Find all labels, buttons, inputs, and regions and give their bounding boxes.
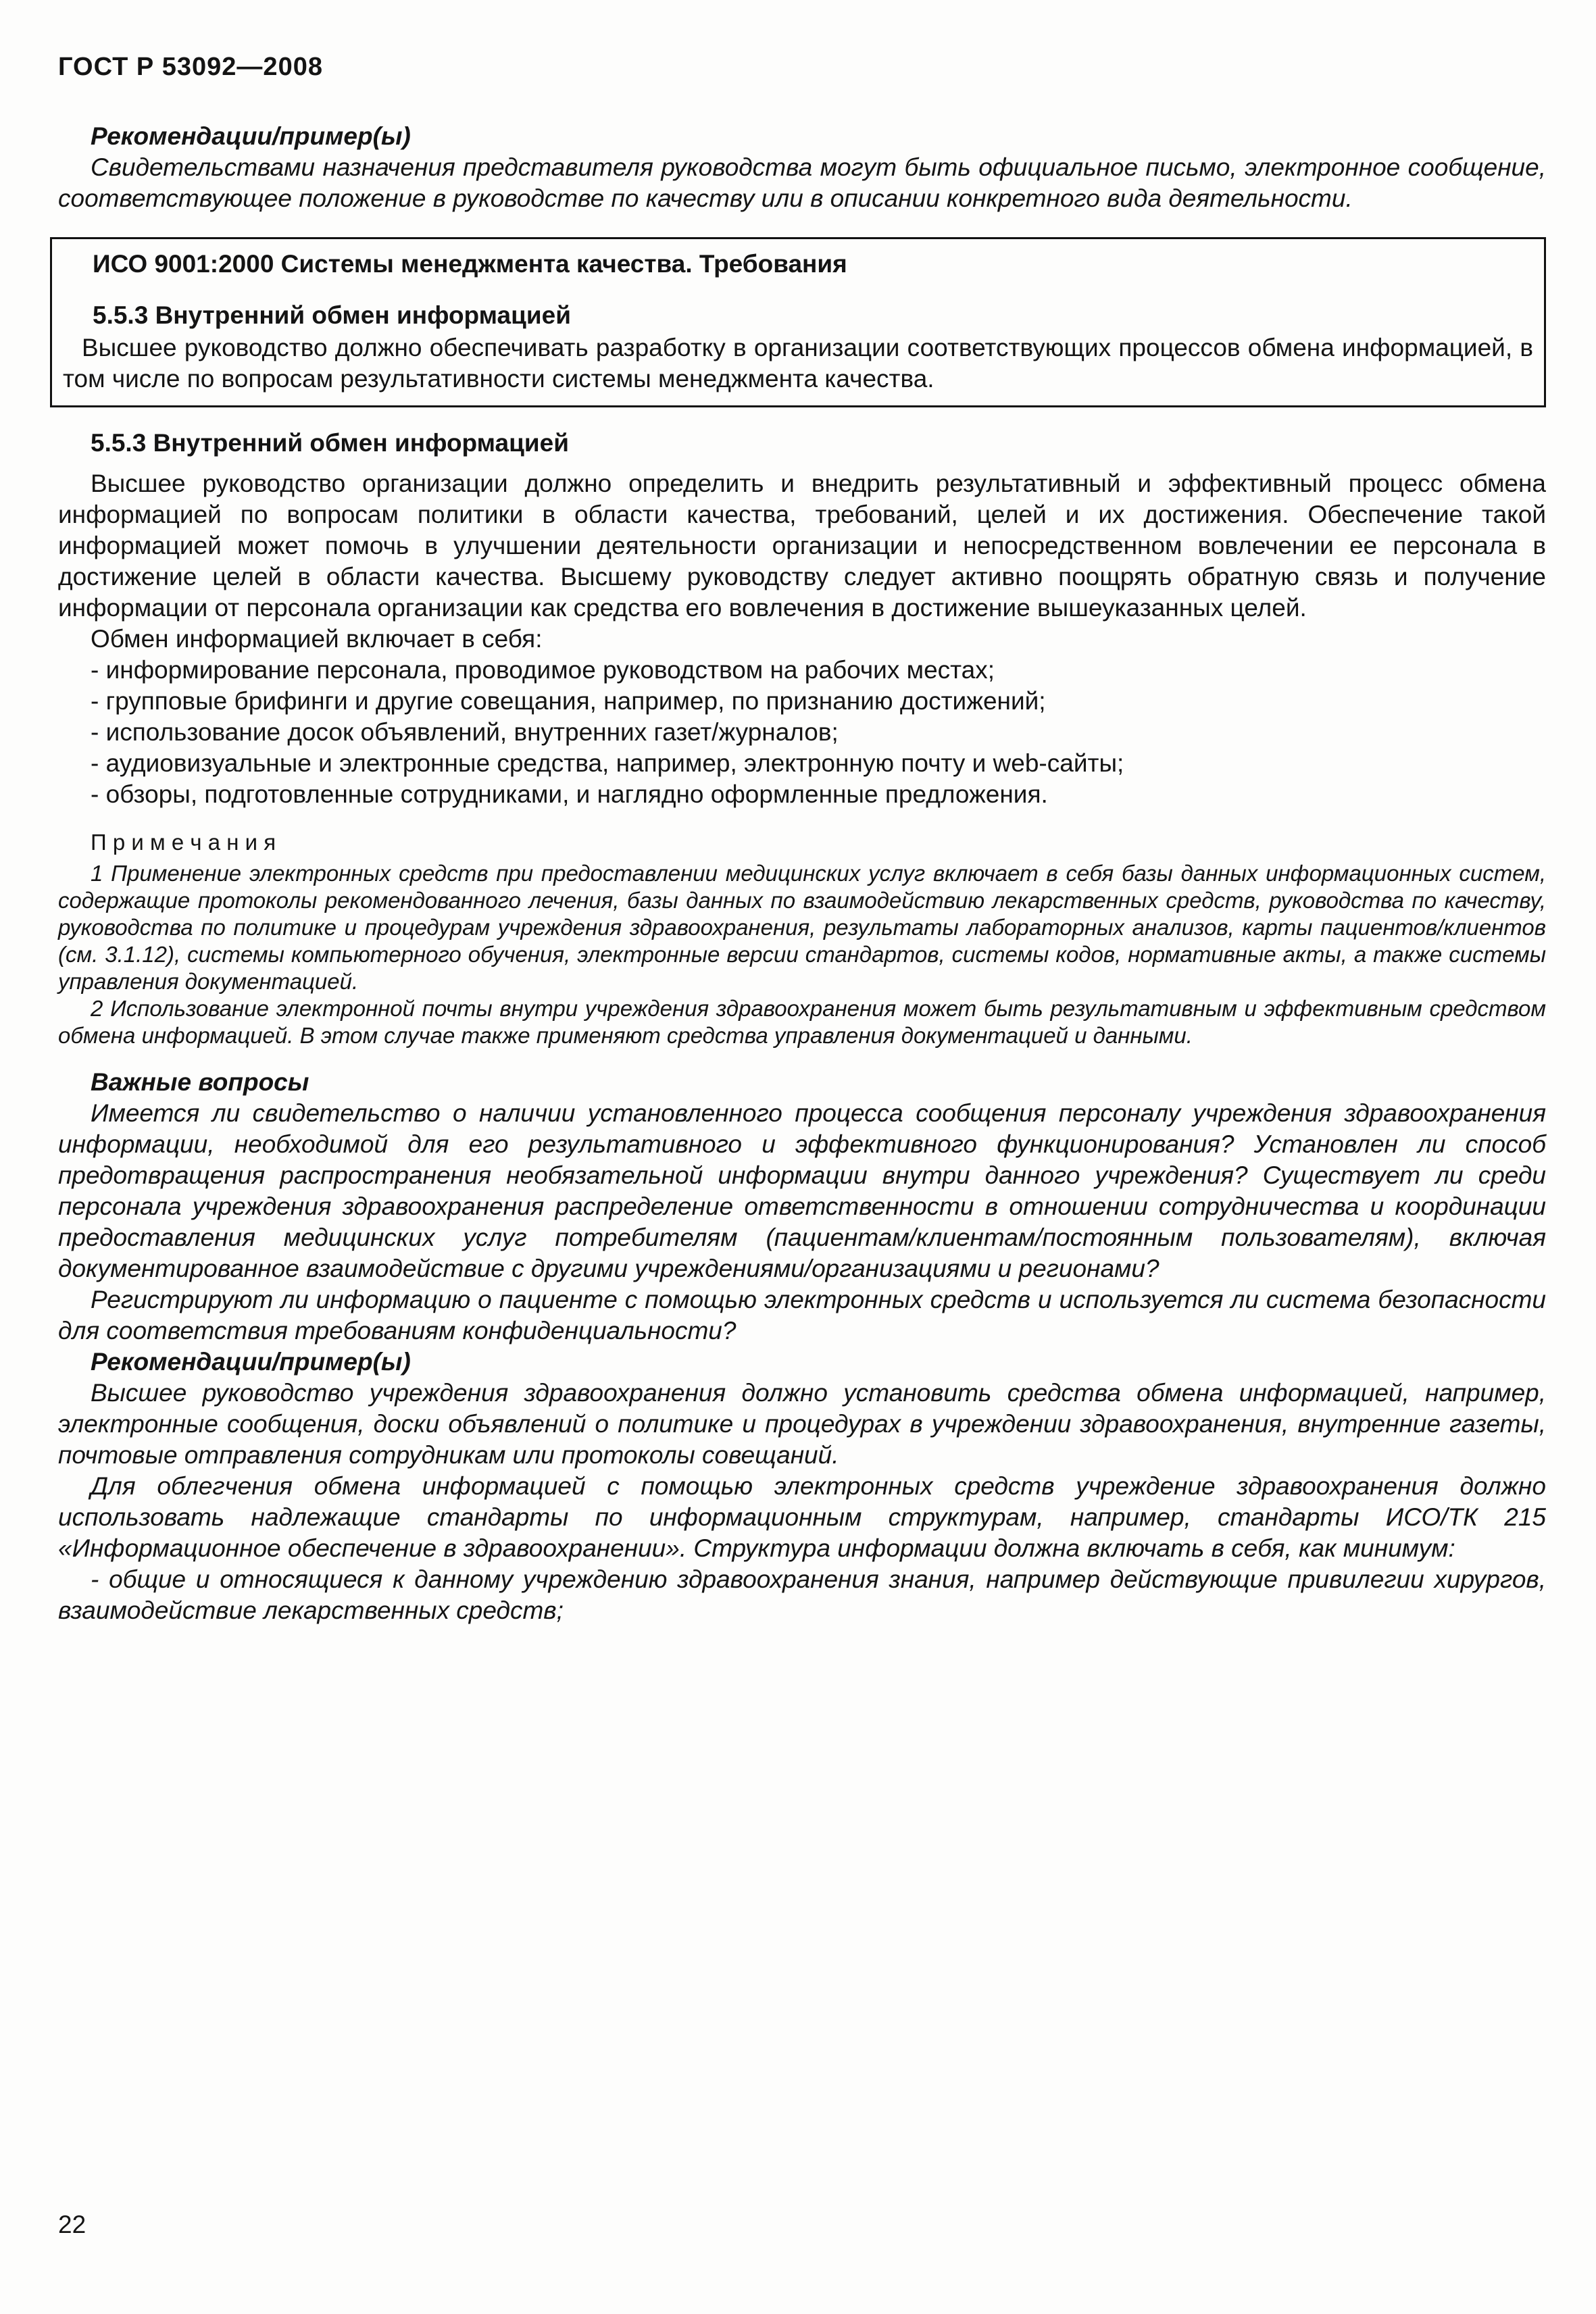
bullet-item: - использование досок объявлений, внутренних газет/журналов; bbox=[91, 718, 839, 746]
bullet-item: - аудиовизуальные и электронные средства, например, электронную почту и web-сайты; bbox=[91, 749, 1124, 777]
bullet-item: - общие и относящиеся к данному учреждению здравоохранения знания, например действующие привилегии хирургов, взаимодействие лекарственных средств; bbox=[58, 1565, 1546, 1624]
recommendations-text-1: Свидетельствами назначения представителя руководства могут быть официальное письмо, электронное сообщение, соответствующее положение в руководстве по качеству или в описании конкретного вида деятельности. bbox=[58, 153, 1546, 212]
section-paragraph: Высшее руководство организации должно определить и внедрить результативный и эффективный процесс обмена информацией по вопросам политики в области качества, требований, целей и их достижения. Обеспечение такой информацией может помочь в улучшении деятельности организации и непосредственном вовлечении ее персонала в достижение целей в области качества. Высшему руководству следует активно поощрять обратную связь и получение информации от персонала организации как средства его вовлечения в достижение вышеуказанных целей. bbox=[58, 470, 1546, 622]
iso-box-title: ИСО 9001:2000 Системы менеджмента качества. Требования bbox=[93, 250, 847, 278]
page-number: 22 bbox=[58, 2211, 86, 2238]
iso-box-text: Высшее руководство должно обеспечивать разработку в организации соответствующих процессов обмена информацией, в том числе по вопросам результативности системы менеджмента качества. bbox=[63, 334, 1533, 393]
recommendations-text-2b: Для облегчения обмена информацией с помощью электронных средств учреждение здравоохранения должно использовать надлежащие стандарты по информационным структурам, например, стандарты ИСО/ТК 215 «Информационное обеспечение в здравоохранении». Структура информации должна включать в себя, как минимум: bbox=[58, 1472, 1546, 1562]
iso-requirements-box bbox=[50, 237, 1546, 407]
recommendations-text-2a: Высшее руководство учреждения здравоохранения должно установить средства обмена информацией, например, электронные сообщения, доски объявлений о политике и процедурах в учреждении здравоохранения, внутренние газеты, почтовые отправления сотрудникам или протоколы совещаний. bbox=[58, 1379, 1546, 1469]
bullet-item: - информирование персонала, проводимое руководством на рабочих местах; bbox=[91, 656, 995, 684]
doc-number: ГОСТ Р 53092—2008 bbox=[58, 53, 323, 81]
important-questions-heading: Важные вопросы bbox=[91, 1068, 309, 1096]
section-heading: 5.5.3 Внутренний обмен информацией bbox=[91, 429, 569, 457]
recommendations-heading-2: Рекомендации/пример(ы) bbox=[91, 1348, 411, 1376]
bullet-item: - обзоры, подготовленные сотрудниками, и наглядно оформленные предложения. bbox=[91, 780, 1048, 808]
bullet-item: - групповые брифинги и другие совещания, например, по признанию достижений; bbox=[91, 687, 1046, 715]
important-questions-paragraph-1: Имеется ли свидетельство о наличии установленного процесса сообщения персоналу учреждения здравоохранения информации, необходимой для его результативного и эффективного функционирования? Установлен ли способ предотвращения распространения необязательной информации внутри данного учреждения? Существует ли среди персонала учреждения здравоохранения распределение ответственности в отношении сотрудничества и координации предоставления медицинских услуг потребителям (пациентам/клиентам/постоянным пользователям), включая документированное взаимодействие с другими учреждениями/организациями и регионами? bbox=[58, 1099, 1546, 1282]
list-intro: Обмен информацией включает в себя: bbox=[91, 625, 543, 653]
iso-box-clause-title: 5.5.3 Внутренний обмен информацией bbox=[93, 301, 571, 329]
note-paragraph-1: 1 Применение электронных средств при предоставлении медицинских услуг включает в себя базы данных информационных систем, содержащие протоколы рекомендованного лечения, базы данных по взаимодействию лекарственных средств, руководства по качеству, руководства по политике и процедурам учреждения здравоохранения, результаты лабораторных анализов, карты пациентов/клиентов (см. 3.1.12), системы компьютерного обучения, электронные версии стандартов, системы кодов, нормативные акты, а также системы управления документацией. bbox=[58, 861, 1546, 994]
important-questions-paragraph-2: Регистрируют ли информацию о пациенте с помощью электронных средств и используется ли система безопасности для соответствия требованиям конфиденциальности? bbox=[58, 1286, 1546, 1344]
notes-heading: П р и м е ч а н и я bbox=[91, 830, 276, 855]
note-paragraph-2: 2 Использование электронной почты внутри учреждения здравоохранения может быть результативным и эффективным средством обмена информацией. В этом случае также применяют средства управления документацией и данными. bbox=[58, 996, 1546, 1048]
recommendations-heading-1: Рекомендации/пример(ы) bbox=[91, 122, 411, 150]
